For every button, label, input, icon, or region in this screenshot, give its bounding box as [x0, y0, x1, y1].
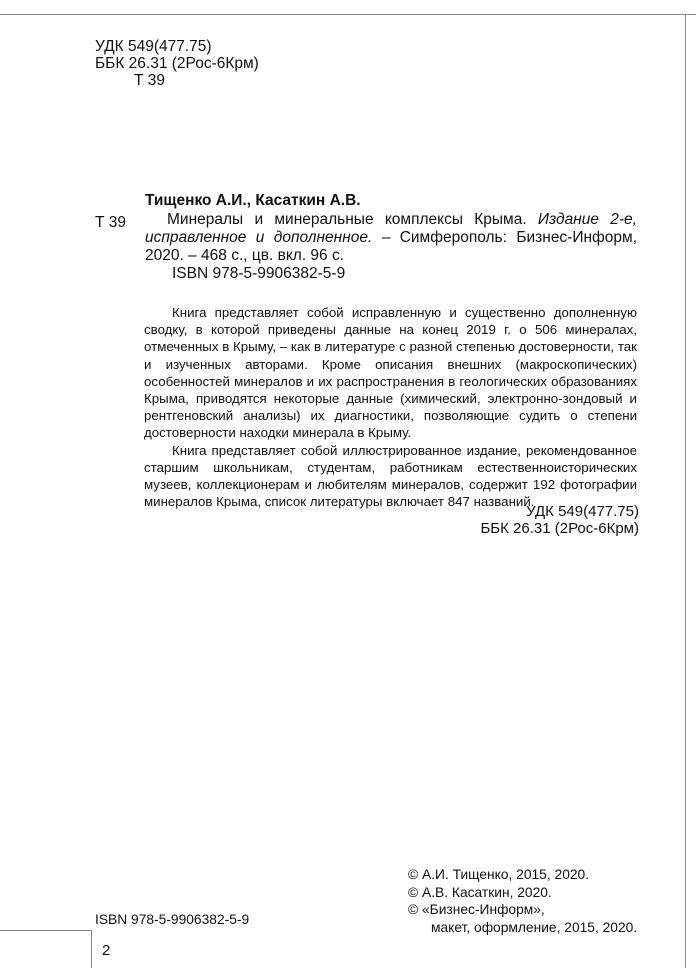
- entry-edition: Издание 2-е, исправленное и дополненное.: [145, 211, 637, 246]
- abstract-paragraph-1: Книга представляет собой исправленную и существенно дополненную сводку, в которой приведены данные на конец 2019 г. о 506 минералах, отмеченных в Крыму, – как в литературе с разной степенью достоверности, так и изученных авторами. Кроме описания внешних (макроскопических) особенностей минералов и их распространения в геологических образованиях Крыма, приводятся некоторые данные (химический, электронно-зондовый и рентгеновский анализы) их диагностики, позволяющие судить о степени достоверности находки минерала в Крыму.: [144, 305, 637, 441]
- entry-description: [145, 211, 637, 265]
- copyright-line-3: © «Бизнес-Информ»,: [408, 902, 545, 918]
- header-udk: УДК 549(477.75): [95, 38, 212, 55]
- entry-isbn: ISBN 978-5-9906382-5-9: [172, 265, 346, 282]
- entry-title: Минералы и минеральные комплексы Крыма.: [167, 211, 527, 228]
- header-bbk: ББК 26.31 (2Рос-6Крм): [95, 55, 259, 72]
- entry-authors: Тищенко А.И., Касаткин А.В.: [145, 192, 361, 209]
- entry-code: Т 39: [95, 214, 127, 231]
- copyright-line-1: © А.И. Тищенко, 2015, 2020.: [408, 867, 590, 882]
- copyright-line-4: макет, оформление, 2015, 2020.: [431, 919, 638, 935]
- bibliographic-entry: [145, 192, 637, 283]
- footer-isbn: ISBN 978-5-9906382-5-9: [95, 912, 250, 927]
- right-border-line: [685, 14, 686, 968]
- copyright-block: [408, 866, 637, 936]
- header-code: Т 39: [134, 72, 166, 89]
- corner-frame: [0, 930, 92, 968]
- top-border-line: [0, 14, 696, 15]
- entry-imprint: – Симферополь: Бизнес-Информ, 2020. – 468 с., цв. вкл. 96 с.: [145, 229, 638, 264]
- abstract: [144, 304, 637, 510]
- copyright-line-2: © А.В. Касаткин, 2020.: [408, 884, 552, 900]
- classification-bbk: ББК 26.31 (2Рос-6Крм): [480, 520, 639, 537]
- abstract-paragraph-2: Книга представляет собой иллюстрированное издание, рекомендованное старшим школьникам, студентам, работникам естественноисторических музеев, коллекционерам и любителям минералов, содержит 192 фотографии минералов Крыма, список литературы включает 847 названий.: [144, 442, 637, 510]
- classification-udk: УДК 549(477.75): [526, 503, 639, 520]
- page-number: 2: [102, 942, 111, 959]
